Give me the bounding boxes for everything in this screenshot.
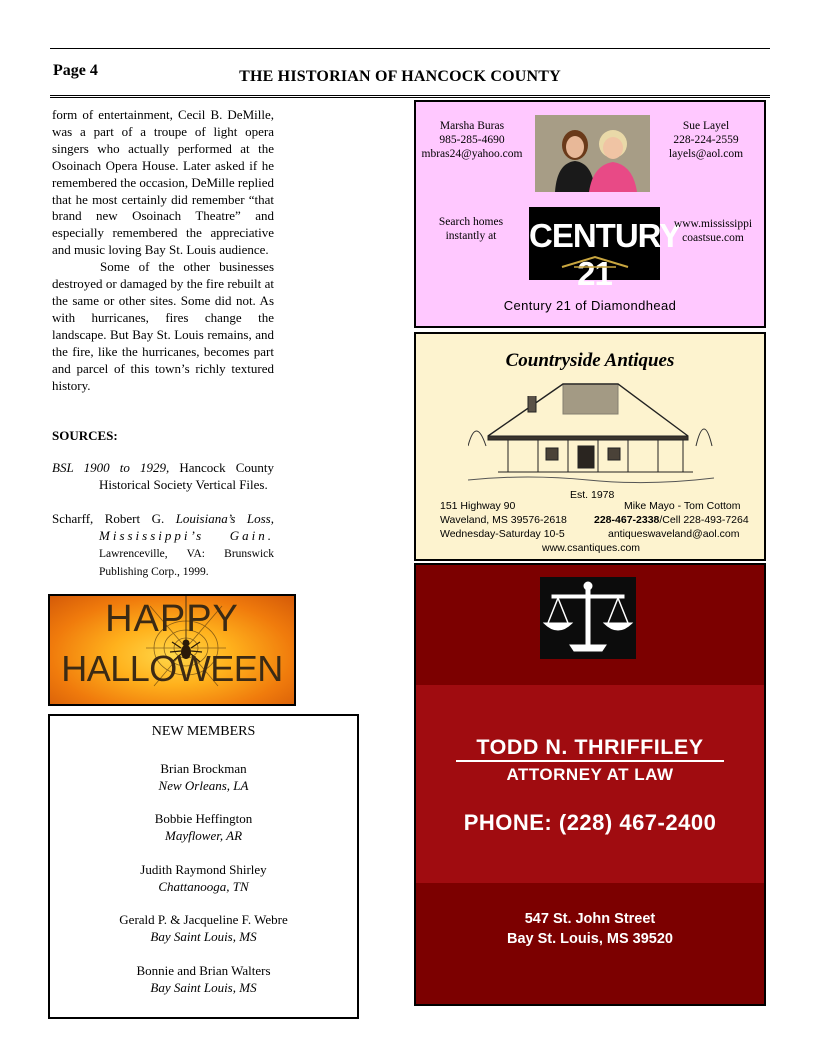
attorney-address-line: 547 St. John Street — [524, 911, 656, 927]
attorney-address-line: Bay St. Louis, MS 39520 — [506, 931, 673, 947]
member-entry — [50, 810, 357, 844]
member-entry — [50, 760, 357, 794]
search-text-line: Search homes — [438, 216, 504, 228]
source-detail: Hancock County Historical Society Vertical Files. — [99, 460, 274, 492]
attorney-name: TODD N. THRIFFILEY — [476, 735, 704, 759]
antiques-owners: Mike Mayo - Tom Cottom — [624, 500, 741, 512]
countryside-antiques-ad — [414, 332, 766, 561]
member-location: Bay Saint Louis, MS — [150, 929, 257, 944]
header-bottom-rule — [50, 95, 770, 96]
search-text-line: instantly at — [445, 230, 497, 242]
established-year: Est. 1978 — [570, 489, 615, 501]
source-title: Louisiana’s Loss, — [175, 511, 274, 526]
website-link[interactable] — [664, 217, 762, 245]
century21-logo-text: CENTURY 21 — [529, 217, 681, 292]
header-bottom-rule-2 — [50, 97, 770, 98]
antiques-email[interactable]: antiqueswaveland@aol.com — [608, 528, 740, 540]
header-top-rule — [50, 48, 770, 49]
century21-footer: Century 21 of Diamondhead — [503, 298, 677, 313]
member-name: Bobbie Heffington — [154, 811, 253, 826]
farmhouse-sketch-icon — [468, 376, 714, 486]
new-members-box — [48, 714, 359, 1019]
halloween-line-2: HALLOWEEN — [61, 648, 283, 689]
website-line[interactable]: www.mississippi — [673, 218, 753, 230]
antiques-phone-main: 228-467-2338 — [594, 514, 660, 526]
antiques-phone — [594, 514, 749, 526]
member-location: Mayflower, AR — [164, 828, 243, 843]
agent-name: Sue Layel — [682, 120, 730, 132]
source-publisher: Lawrenceville, VA: Brunswick Publishing Corp., 1999. — [99, 547, 274, 578]
attorney-ad — [414, 563, 766, 1006]
member-entry — [50, 911, 357, 945]
member-location: Chattanooga, TN — [158, 879, 249, 894]
agent-contact-1 — [416, 119, 528, 161]
search-text — [422, 215, 520, 243]
attorney-phone: PHONE: (228) 467-2400 — [463, 810, 717, 835]
century21-ad — [414, 100, 766, 328]
newsletter-title: THE HISTORIAN OF HANCOCK COUNTY — [239, 68, 561, 85]
agent-name: Marsha Buras — [439, 120, 505, 132]
article-paragraph: form of entertainment, Cecil B. DeMille, was a part of a troupe of light opera singers who actually performed at the Osoinach Opera House. Later asked if he remembered the occasion, DeMille replied that he most certainly did remember “that brand new Osoinach Theatre” and especially remembered the appreciative and music loving Bay St. Louis audience. — [52, 107, 274, 258]
source-title: Mississippi’s Gain. — [99, 527, 274, 543]
member-entry — [50, 861, 357, 895]
antiques-website[interactable]: www.csantiques.com — [542, 542, 641, 554]
member-location: New Orleans, LA — [158, 778, 249, 793]
antiques-hours: Wednesday-Saturday 10-5 — [440, 528, 565, 540]
source-author: Scharff, Robert G. — [52, 511, 165, 526]
source-title: BSL 1900 to 1929, — [52, 460, 170, 475]
agents-photo — [535, 115, 650, 192]
website-line[interactable]: coastsue.com — [682, 232, 744, 244]
article-paragraph: Some of the other businesses destroyed or damaged by the fire rebuilt at the same or other sites. Some did not. As with hurricanes, fires change the landscape. But Bay St. Louis remains, and the fire, like the hurricanes, becomes part and parcel of this town’s richly textured history. — [52, 259, 274, 393]
halloween-line-1: HAPPY — [105, 598, 239, 640]
agent-phone: 985-285-4690 — [439, 134, 505, 146]
attorney-name-underline — [456, 760, 724, 762]
agent-email: mbras24@yahoo.com — [421, 148, 523, 160]
antiques-title: Countryside Antiques — [505, 350, 675, 371]
halloween-banner — [48, 594, 296, 706]
member-location: Bay Saint Louis, MS — [150, 980, 257, 995]
member-name: Judith Raymond Shirley — [140, 862, 267, 877]
agent-contact-2 — [654, 119, 758, 161]
member-name: Gerald P. & Jacqueline F. Webre — [119, 912, 288, 927]
attorney-title: ATTORNEY AT LAW — [506, 765, 674, 784]
member-name: Brian Brockman — [160, 761, 247, 776]
antiques-phone-cell: /Cell 228-493-7264 — [659, 514, 749, 526]
member-name: Bonnie and Brian Walters — [136, 963, 271, 978]
member-entry — [50, 962, 357, 996]
agent-email: layels@aol.com — [668, 148, 744, 160]
source-entry — [52, 460, 274, 494]
article-text — [52, 107, 274, 394]
source-entry — [52, 511, 274, 581]
attorney-card — [416, 685, 764, 883]
sources-heading: SOURCES: — [52, 428, 118, 443]
agents-photo-icon — [535, 115, 650, 192]
antiques-address-line: 151 Highway 90 — [440, 500, 516, 512]
century21-logo — [529, 207, 681, 292]
new-members-heading: NEW MEMBERS — [151, 724, 256, 739]
scales-of-justice-icon — [540, 577, 636, 659]
agent-phone: 228-224-2559 — [673, 134, 739, 146]
house-roof-icon — [529, 255, 660, 272]
antiques-address-line: Waveland, MS 39576-2618 — [440, 514, 567, 526]
page-number: Page 4 — [53, 62, 98, 79]
